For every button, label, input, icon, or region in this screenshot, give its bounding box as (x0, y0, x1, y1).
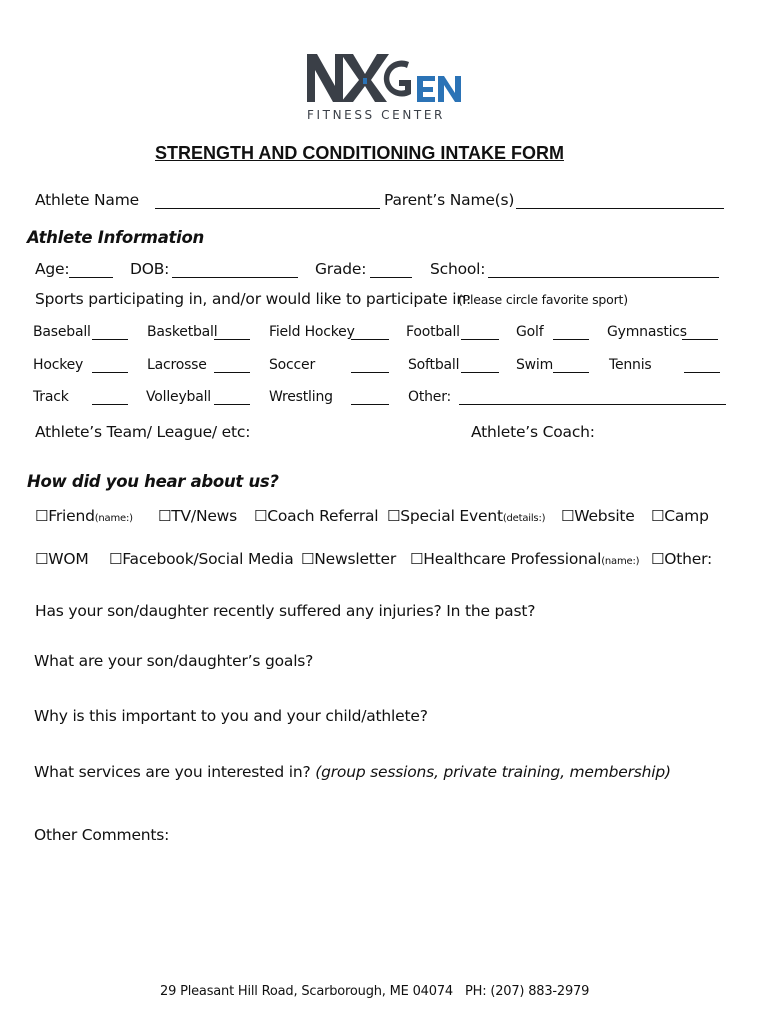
comments-label: Other Comments: (34, 826, 170, 844)
sport-wrestling[interactable]: Wrestling (269, 389, 333, 405)
sport-gymnastics-blank[interactable] (682, 326, 718, 340)
special-label: Special Event (400, 507, 503, 525)
facebook-checkbox-icon[interactable]: ☐ (109, 550, 123, 568)
sport-softball[interactable]: Softball (408, 357, 460, 373)
sport-baseball-blank[interactable] (92, 326, 128, 340)
footer-phone: PH: (207) 883-2979 (465, 984, 590, 999)
logo-subtitle: FITNESS CENTER (307, 108, 445, 122)
special-checkbox-icon[interactable]: ☐ (387, 507, 401, 525)
friend-checkbox-icon[interactable]: ☐ (35, 507, 49, 525)
age-blank[interactable] (69, 264, 113, 278)
facebook-label: Facebook/Social Media (122, 550, 294, 568)
parents-name-label: Parent’s Name(s) (384, 191, 515, 209)
services-question (34, 763, 671, 781)
athlete-name-blank[interactable] (155, 195, 380, 209)
hear-wom-option[interactable] (35, 550, 89, 568)
sport-baseball[interactable]: Baseball (33, 324, 91, 340)
grade-blank[interactable] (370, 264, 412, 278)
camp-label: Camp (664, 507, 709, 525)
hear-facebook-option[interactable] (109, 550, 294, 568)
age-label: Age: (35, 260, 70, 278)
injuries-question: Has your son/daughter recently suffered any injuries? In the past? (35, 602, 536, 620)
important-question: Why is this important to you and your child/athlete? (34, 707, 428, 725)
coach-label: Coach Referral (267, 507, 379, 525)
hear-friend-option[interactable] (35, 507, 133, 525)
special-note: (details:) (502, 513, 546, 524)
dob-label: DOB: (130, 260, 170, 278)
sport-wrestling-blank[interactable] (351, 391, 389, 405)
sport-lacrosse-blank[interactable] (214, 359, 250, 373)
sport-other[interactable]: Other: (408, 389, 452, 405)
hear-tv-option[interactable] (158, 507, 237, 525)
sport-tennis-blank[interactable] (684, 359, 720, 373)
logo-mark (305, 50, 467, 108)
sport-volleyball[interactable]: Volleyball (146, 389, 211, 405)
sport-golf-blank[interactable] (553, 326, 589, 340)
friend-label: Friend (48, 507, 95, 525)
sport-field-hockey-blank[interactable] (351, 326, 389, 340)
sport-swim-blank[interactable] (553, 359, 589, 373)
coach-checkbox-icon[interactable]: ☐ (254, 507, 268, 525)
team-label: Athlete’s Team/ League/ etc: (35, 423, 251, 441)
dob-blank[interactable] (172, 264, 298, 278)
other-checkbox-icon[interactable]: ☐ (651, 550, 665, 568)
footer-address: 29 Pleasant Hill Road, Scarborough, ME 04074 (160, 984, 453, 999)
goals-question: What are your son/daughter’s goals? (34, 652, 314, 670)
hear-newsletter-option[interactable] (301, 550, 396, 568)
sport-football-blank[interactable] (461, 326, 499, 340)
wom-label: WOM (48, 550, 89, 568)
services-note: (group sessions, private training, membership) (315, 763, 671, 781)
hear-heading: How did you hear about us? (27, 472, 279, 491)
sport-track-blank[interactable] (92, 391, 128, 405)
newsletter-checkbox-icon[interactable]: ☐ (301, 550, 315, 568)
sport-golf[interactable]: Golf (516, 324, 544, 340)
sport-football[interactable]: Football (406, 324, 460, 340)
sports-label: Sports participating in, and/or would like to participate in: (35, 290, 471, 308)
sport-other-blank[interactable] (459, 391, 726, 405)
tv-checkbox-icon[interactable]: ☐ (158, 507, 172, 525)
athlete-name-label: Athlete Name (35, 191, 139, 209)
sport-hockey-blank[interactable] (92, 359, 128, 373)
sport-gymnastics[interactable]: Gymnastics (607, 324, 687, 340)
coach-label: Athlete’s Coach: (471, 423, 595, 441)
newsletter-label: Newsletter (314, 550, 397, 568)
other-label: Other: (664, 550, 713, 568)
sport-field-hockey[interactable]: Field Hockey (269, 324, 355, 340)
logo (305, 50, 467, 128)
sport-swim[interactable]: Swim (516, 357, 554, 373)
school-blank[interactable] (488, 264, 719, 278)
website-label: Website (574, 507, 635, 525)
form-title: STRENGTH AND CONDITIONING INTAKE FORM (155, 143, 564, 163)
sport-lacrosse[interactable]: Lacrosse (147, 357, 207, 373)
sport-basketball-blank[interactable] (214, 326, 250, 340)
tv-label: TV/News (171, 507, 238, 525)
sport-soccer[interactable]: Soccer (269, 357, 316, 373)
website-checkbox-icon[interactable]: ☐ (561, 507, 575, 525)
friend-note: (name:) (94, 513, 133, 524)
sport-tennis[interactable]: Tennis (609, 357, 652, 373)
hear-special-option[interactable] (387, 507, 545, 525)
sport-hockey[interactable]: Hockey (33, 357, 84, 373)
healthcare-note: (name:) (601, 556, 640, 567)
sport-basketball[interactable]: Basketball (147, 324, 218, 340)
hear-camp-option[interactable] (651, 507, 709, 525)
grade-label: Grade: (315, 260, 367, 278)
services-label: What services are you interested in? (34, 763, 311, 781)
hear-website-option[interactable] (561, 507, 635, 525)
wom-checkbox-icon[interactable]: ☐ (35, 550, 49, 568)
sport-track[interactable]: Track (33, 389, 69, 405)
sport-soccer-blank[interactable] (351, 359, 389, 373)
hear-coach-option[interactable] (254, 507, 378, 525)
athlete-info-heading: Athlete Information (27, 228, 204, 247)
healthcare-checkbox-icon[interactable]: ☐ (410, 550, 424, 568)
parents-name-blank[interactable] (516, 195, 724, 209)
hear-healthcare-option[interactable] (410, 550, 639, 568)
sport-volleyball-blank[interactable] (214, 391, 250, 405)
healthcare-label: Healthcare Professional (423, 550, 602, 568)
school-label: School: (430, 260, 486, 278)
sport-softball-blank[interactable] (461, 359, 499, 373)
hear-other-option[interactable] (651, 550, 712, 568)
sports-note: (Please circle favorite sport) (458, 292, 628, 307)
camp-checkbox-icon[interactable]: ☐ (651, 507, 665, 525)
